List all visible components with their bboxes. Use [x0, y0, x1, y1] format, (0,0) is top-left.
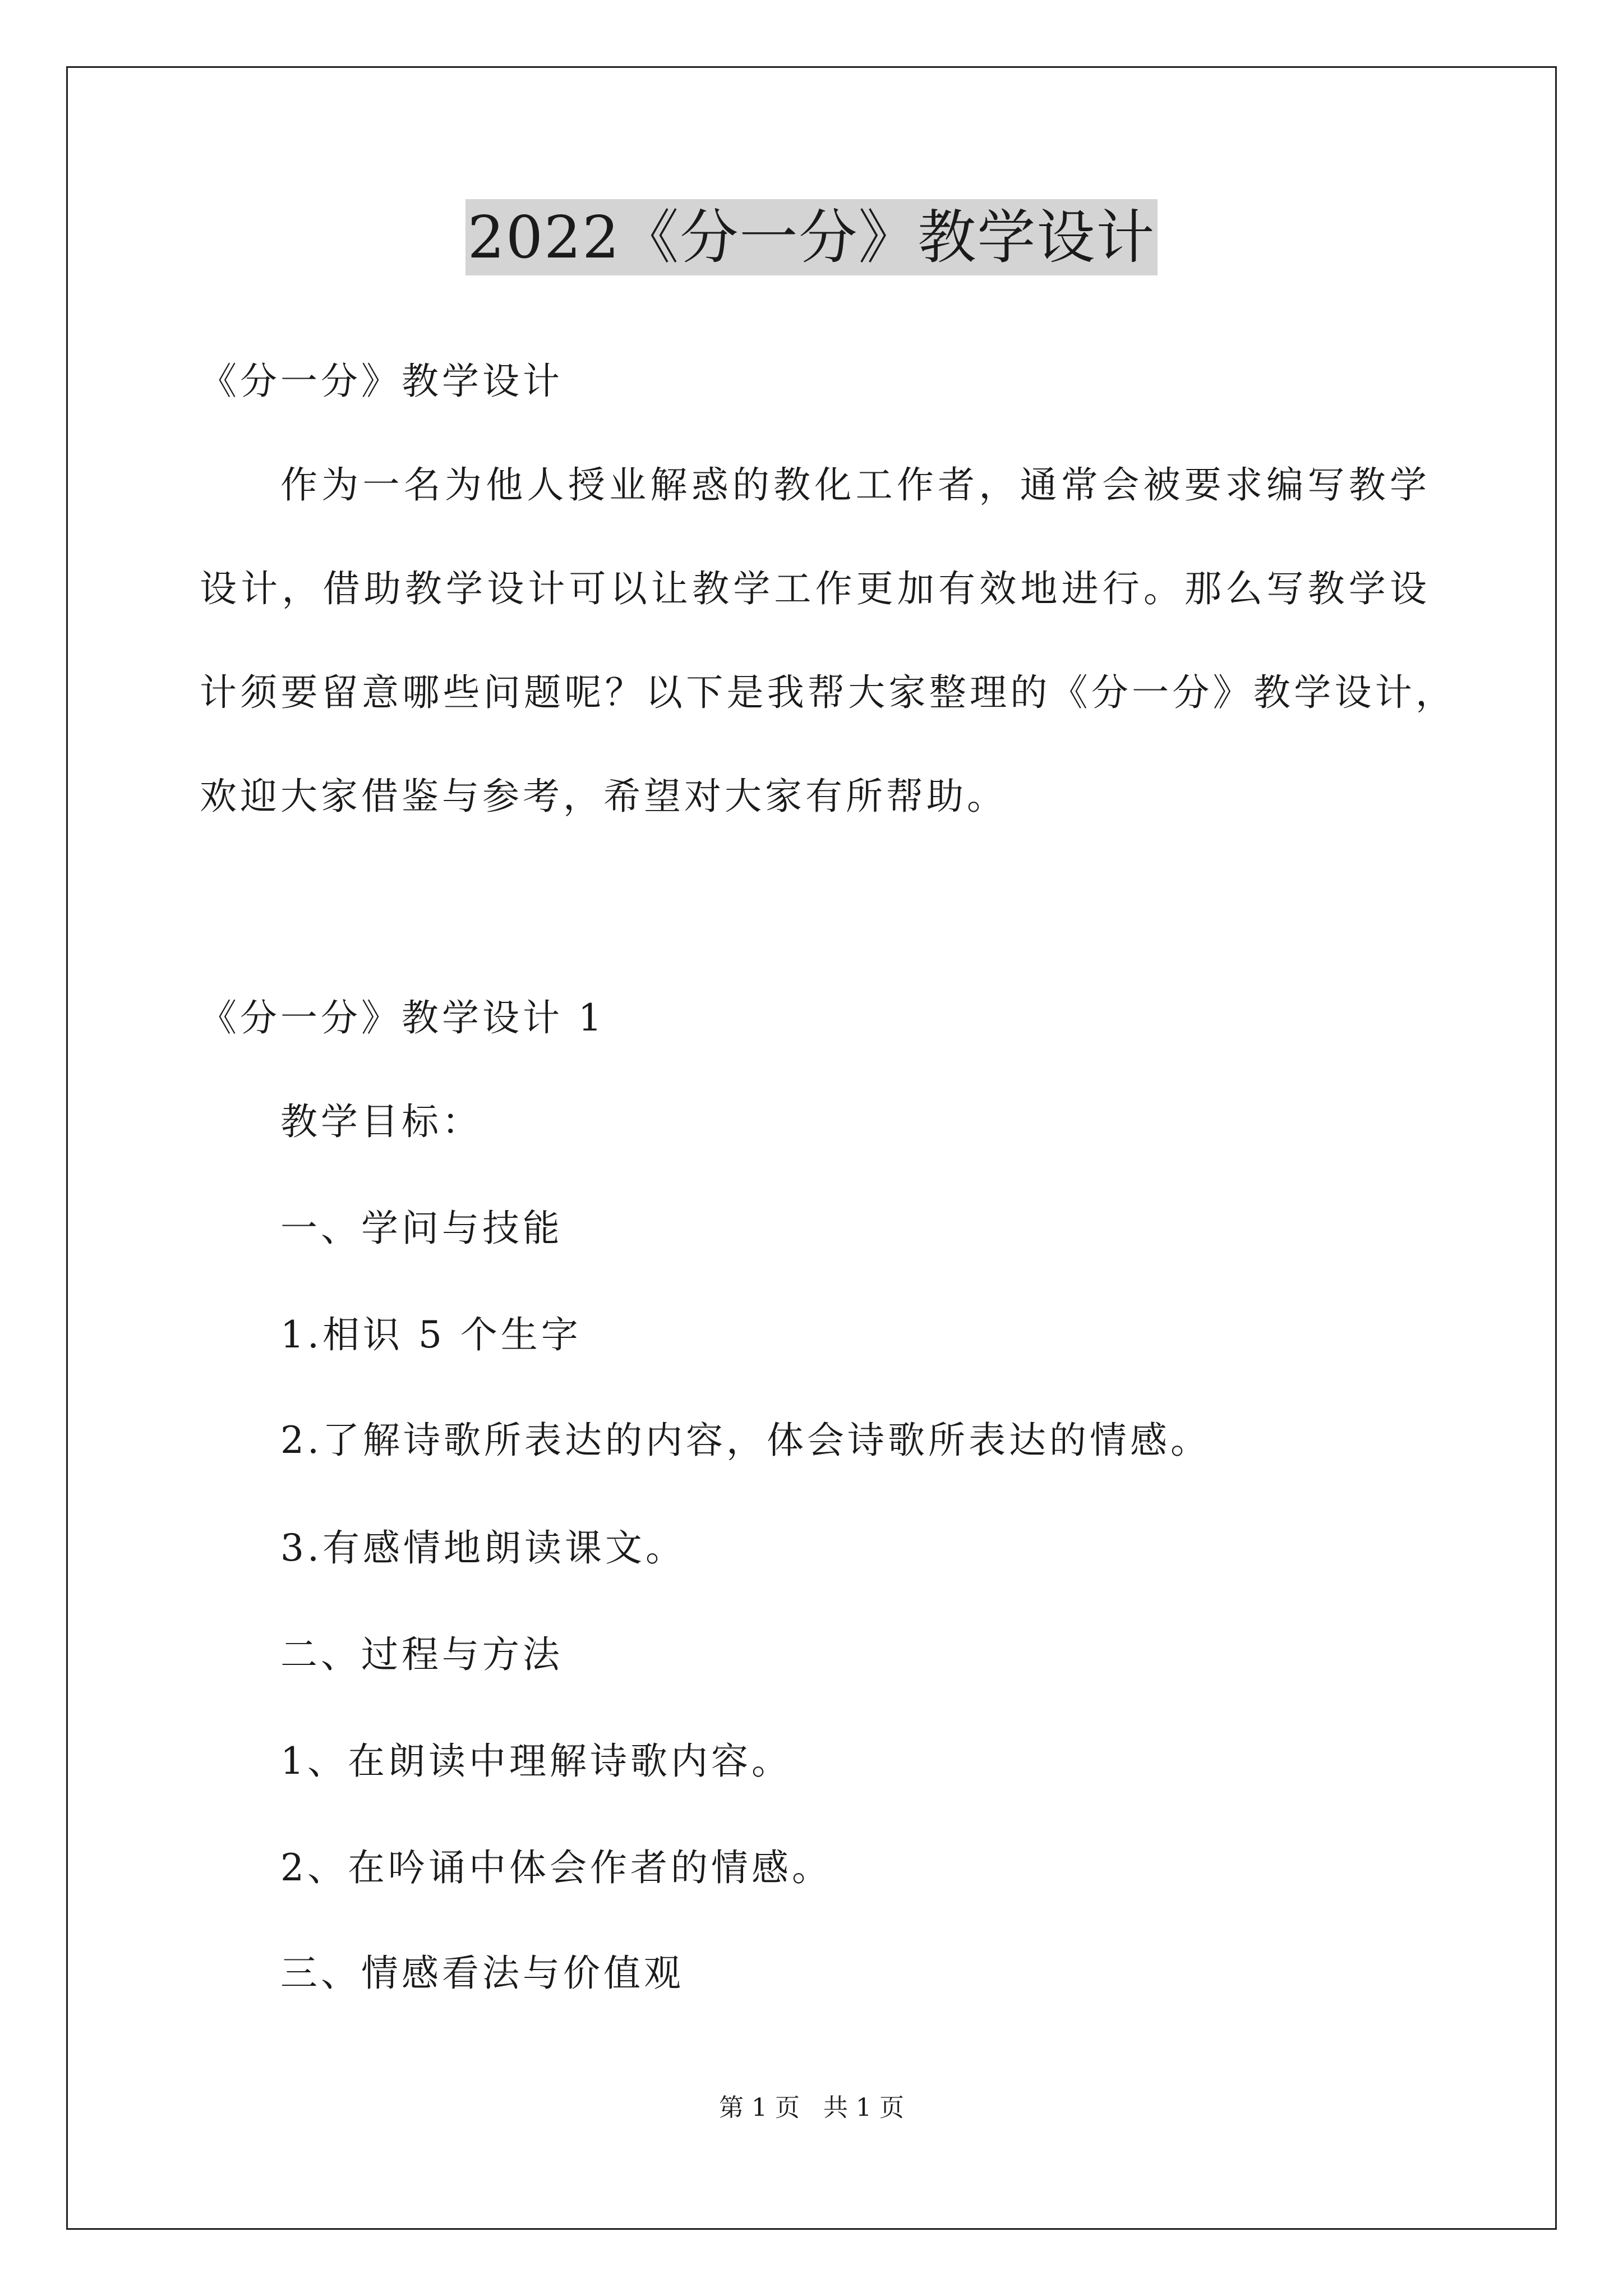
part2-heading: 二、过程与方法 [280, 1633, 563, 1676]
part1-item-2: 2.了解诗歌所表达的内容，体会诗歌所表达的情感。 [280, 1419, 1211, 1462]
intro-line-4: 欢迎大家借鉴与参考，希望对大家有所帮助。 [200, 775, 1007, 818]
page-footer [0, 2092, 1623, 2124]
objectives-label: 教学目标： [280, 1100, 482, 1143]
title-container [0, 199, 1623, 275]
intro-line-3: 计须要留意哪些问题呢？以下是我帮大家整理的《分一分》教学设计， [200, 671, 1456, 714]
part2-item-2: 2、在吟诵中体会作者的情感。 [280, 1846, 832, 1889]
part2-item-1: 1、在朗读中理解诗歌内容。 [280, 1740, 792, 1783]
section-heading: 《分一分》教学设计 1 [200, 996, 605, 1039]
document-subtitle: 《分一分》教学设计 [200, 360, 563, 403]
part1-item-3: 3.有感情地朗读课文。 [280, 1526, 686, 1570]
intro-line-1: 作为一名为他人授业解惑的教化工作者，通常会被要求编写教学 [280, 463, 1430, 507]
part1-item-1: 1.相识 5 个生字 [280, 1313, 582, 1356]
part3-heading: 三、情感看法与价值观 [280, 1952, 684, 1995]
document-title: 2022《分一分》教学设计 [465, 199, 1158, 275]
part1-heading: 一、学问与技能 [280, 1207, 563, 1250]
page-number: 第 1 页 [719, 2093, 800, 2122]
page-total: 共 1 页 [823, 2093, 904, 2122]
intro-line-2: 设计，借助教学设计可以让教学工作更加有效地进行。那么写教学设 [200, 567, 1430, 610]
